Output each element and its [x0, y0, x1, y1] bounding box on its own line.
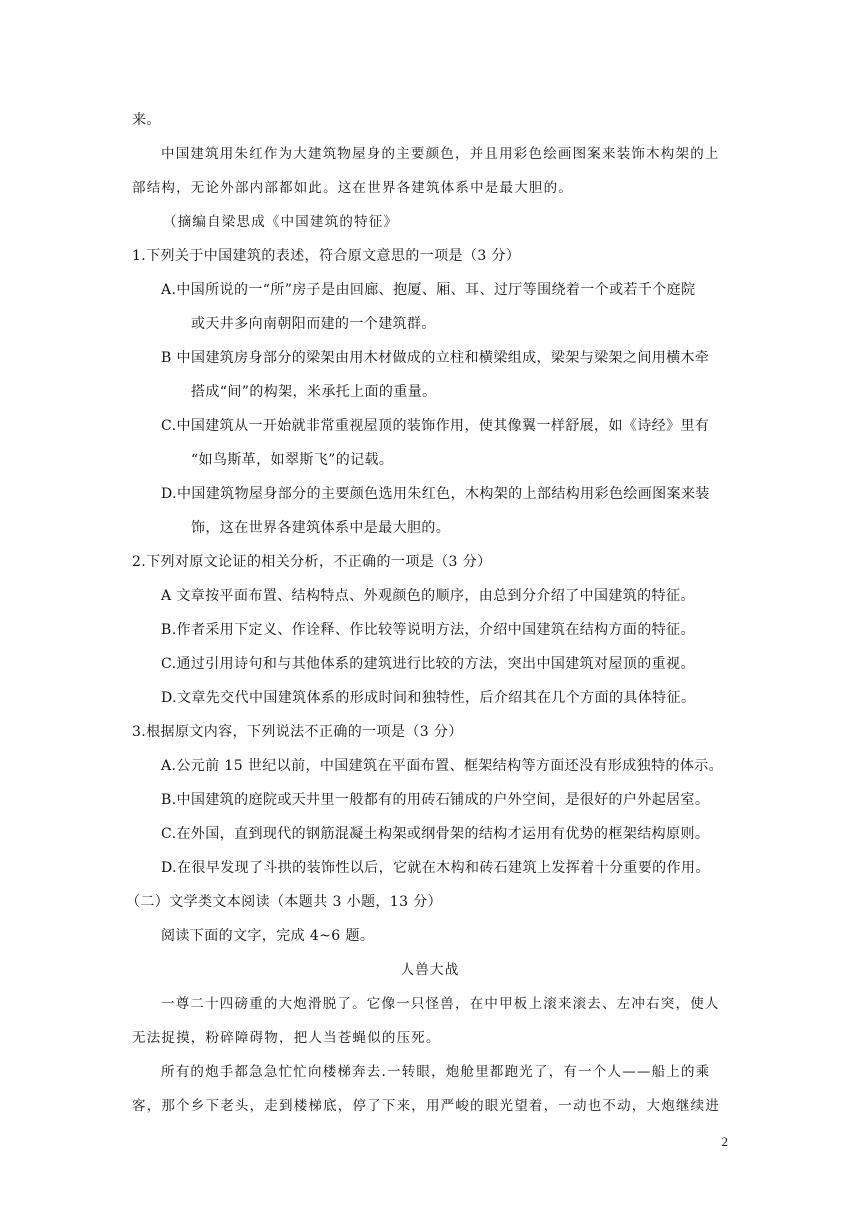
q2-option-a: A 文章按平面布置、结构特点、外观颜色的顺序，由总到分介绍了中国建筑的特征。 — [161, 588, 695, 604]
q2-option-c: C.通过引用诗句和与其他体系的建筑进行比较的方法，突出中国建筑对屋顶的重视。 — [161, 656, 695, 672]
q1-option-c-cont: “如鸟斯革，如翠斯飞”的记载。 — [191, 452, 394, 468]
passage-source: （摘编自梁思成《中国建筑的特征》 — [163, 214, 399, 230]
q2-option-d: D.文章先交代中国建筑体系的形成时间和独特性，后介绍其在几个方面的具体特征。 — [161, 690, 696, 706]
q3-option-a: A.公元前 15 世纪以前，中国建筑在平面布置、框架结构等方面还没有形成独特的体示。 — [161, 758, 724, 774]
passage-paragraph-line: 部结构，无论外部内部都如此。这在世界各建筑体系中是最大胆的。 — [132, 180, 573, 196]
question-1-stem: 1.下列关于中国建筑的表述，符合原文意思的一项是（3 分） — [132, 248, 521, 264]
section-heading: （二）文学类文本阅读（本题共 3 小题，13 分） — [126, 894, 443, 910]
q1-option-d: D.中国建筑物屋身部分的主要颜色选用朱红色，木构架的上部结构用彩色绘画图案来装 — [161, 486, 710, 502]
story-paragraph-line: 无法捉摸，粉碎障碍物，把人当苍蝇似的压死。 — [132, 1030, 441, 1046]
question-2-stem: 2.下列对原文论证的相关分析，不正确的一项是（3 分） — [132, 554, 492, 570]
story-paragraph-line: 客，那个乡下老头，走到楼梯底，停了下来，用严峻的眼光望着，一动也不动，大炮继续进 — [132, 1098, 720, 1114]
question-3-stem: 3.根据原文内容，下列说法不正确的一项是（3 分） — [132, 724, 463, 740]
q3-option-d: D.在很早发现了斗拱的装饰性以后，它就在木构和砖石建筑上发挥着十分重要的作用。 — [161, 860, 710, 876]
q1-option-c: C.中国建筑从一开始就非常重视屋顶的装饰作用，使其像翼一样舒展，如《诗经》里有 — [161, 418, 710, 434]
passage-paragraph-line: 中国建筑用朱红作为大建筑物屋身的主要颜色，并且用彩色绘画图案来装饰木构架的上 — [161, 146, 720, 162]
q1-option-b: B 中国建筑房身部分的梁架由用木材做成的立柱和横梁组成，梁架与梁架之间用横木牵 — [161, 350, 710, 366]
q1-option-d-cont: 饰，这在世界各建筑体系中是最大胆的。 — [191, 520, 451, 536]
q2-option-b: B.作者采用下定义、作诠释、作比较等说明方法，介绍中国建筑在结构方面的特征。 — [161, 622, 695, 638]
passage-continuation: 来。 — [132, 112, 161, 128]
q1-option-a-cont: 或天井多向南朝阳而建的一个建筑群。 — [191, 316, 436, 332]
story-title: 人兽大战 — [400, 962, 460, 978]
q3-option-b: B.中国建筑的庭院或天井里一般都有的用砖石铺成的户外空间，是很好的户外起居室。 — [161, 792, 710, 808]
q3-option-c: C.在外国，直到现代的钢筋混凝土构架或纲骨架的结构才运用有优势的框架结构原则。 — [161, 826, 710, 842]
story-paragraph-line: 一尊二十四磅重的大炮滑脱了。它像一只怪兽，在中甲板上滚来滚去、左冲右突，使人 — [161, 996, 720, 1012]
page-number: 2 — [721, 1134, 728, 1149]
q1-option-b-cont: 搭成“间”的构架，米承托上面的重量。 — [191, 384, 437, 400]
section-instruction: 阅读下面的文字，完成 4~6 题。 — [161, 928, 375, 944]
q1-option-a: A.中国所说的一“所”房子是由回廊、抱厦、厢、耳、过厅等围绕着一个或若千个庭院 — [161, 282, 696, 298]
story-paragraph-line: 所有的炮手都急急忙忙向楼梯奔去.一转眼，炮舱里都跑光了，有一个人——船上的乘 — [161, 1064, 711, 1080]
